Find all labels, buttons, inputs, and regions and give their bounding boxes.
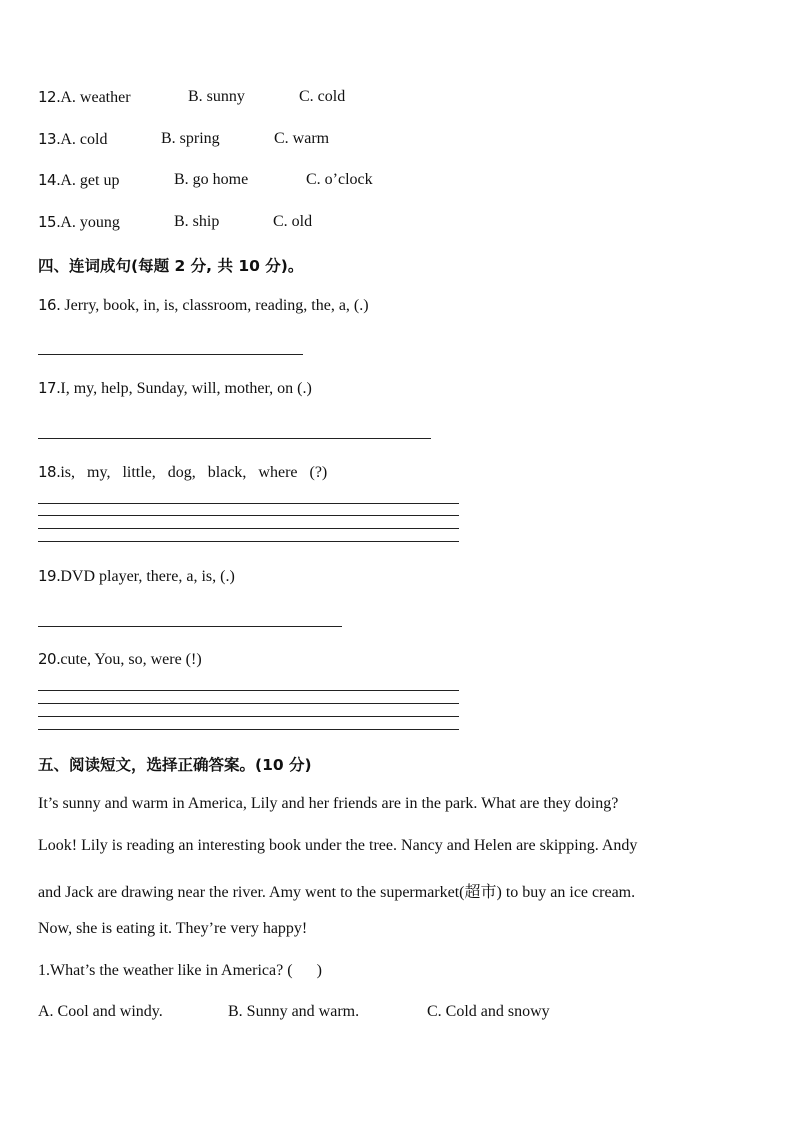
question-number: 17.: [38, 379, 61, 397]
option-b[interactable]: B. Sunny and warm.: [228, 1003, 360, 1020]
question-17: [38, 379, 312, 398]
question-14: [38, 171, 438, 191]
passage-line-3: and Jack are drawing near the river. Amy went to the supermarket(超市) to buy an ice cream.: [38, 884, 636, 901]
option-a[interactable]: A. Cool and windy.: [38, 1003, 163, 1020]
option-c[interactable]: C. Cold and snowy: [427, 1003, 550, 1020]
answer-line-18a[interactable]: [38, 503, 459, 504]
question-number: 18.: [38, 463, 61, 481]
word-list: I, my, help, Sunday, will, mother, on (.): [60, 380, 312, 397]
reading-question-1-options: [38, 1003, 598, 1023]
option-b: B. ship: [174, 213, 220, 230]
answer-line-18b[interactable]: [38, 515, 459, 516]
word-list: is, my, little, dog, black, where (?): [60, 464, 328, 481]
question-number: 13.: [38, 130, 61, 148]
passage-line-2: Look! Lily is reading an interesting book under the tree. Nancy and Helen are skipping. Andy: [38, 837, 638, 854]
section-4-heading: 四、连词成句(每题 2 分, 共 10 分)。: [38, 257, 304, 275]
question-number: 20.: [38, 650, 61, 668]
option-a: A. get up: [60, 172, 120, 189]
question-number: 16.: [38, 296, 61, 314]
answer-line-18d[interactable]: [38, 541, 459, 542]
question-12: [38, 88, 438, 108]
answer-line-20d[interactable]: [38, 729, 459, 730]
answer-line-20a[interactable]: [38, 690, 459, 691]
option-a: A. young: [60, 214, 120, 231]
option-c: C. old: [273, 213, 313, 230]
answer-line-19[interactable]: [38, 626, 342, 627]
option-c: C. warm: [274, 130, 330, 147]
question-number: 12.: [38, 88, 61, 106]
answer-line-20c[interactable]: [38, 716, 459, 717]
option-b: B. go home: [174, 171, 249, 188]
answer-line-20b[interactable]: [38, 703, 459, 704]
question-20: [38, 650, 202, 669]
reading-question-1: 1.What’s the weather like in America? ( ): [38, 962, 322, 979]
question-number: 15.: [38, 213, 61, 231]
passage-line-1: It’s sunny and warm in America, Lily and her friends are in the park. What are they doing?: [38, 795, 619, 812]
question-15: [38, 213, 438, 233]
option-b: B. spring: [161, 130, 220, 147]
option-c: C. cold: [299, 88, 346, 105]
answer-line-17[interactable]: [38, 438, 431, 439]
section-5-heading: 五、阅读短文，选择正确答案。(10 分): [38, 756, 312, 774]
question-19: [38, 567, 235, 586]
option-c: C. o’clock: [306, 171, 373, 188]
question-number: 19.: [38, 567, 61, 585]
word-list: cute, You, so, were (!): [60, 651, 202, 668]
question-16: [38, 296, 369, 315]
word-list: Jerry, book, in, is, classroom, reading, the, a, (.): [60, 297, 369, 314]
answer-line-16[interactable]: [38, 354, 303, 355]
answer-line-18c[interactable]: [38, 528, 459, 529]
passage-line-4: Now, she is eating it. They’re very happy!: [38, 920, 308, 937]
option-b: B. sunny: [188, 88, 245, 105]
word-list: DVD player, there, a, is, (.): [60, 568, 235, 585]
question-13: [38, 130, 438, 150]
option-a: A. weather: [60, 89, 131, 106]
option-a: A. cold: [60, 131, 108, 148]
question-18: [38, 463, 327, 482]
question-number: 14.: [38, 171, 61, 189]
